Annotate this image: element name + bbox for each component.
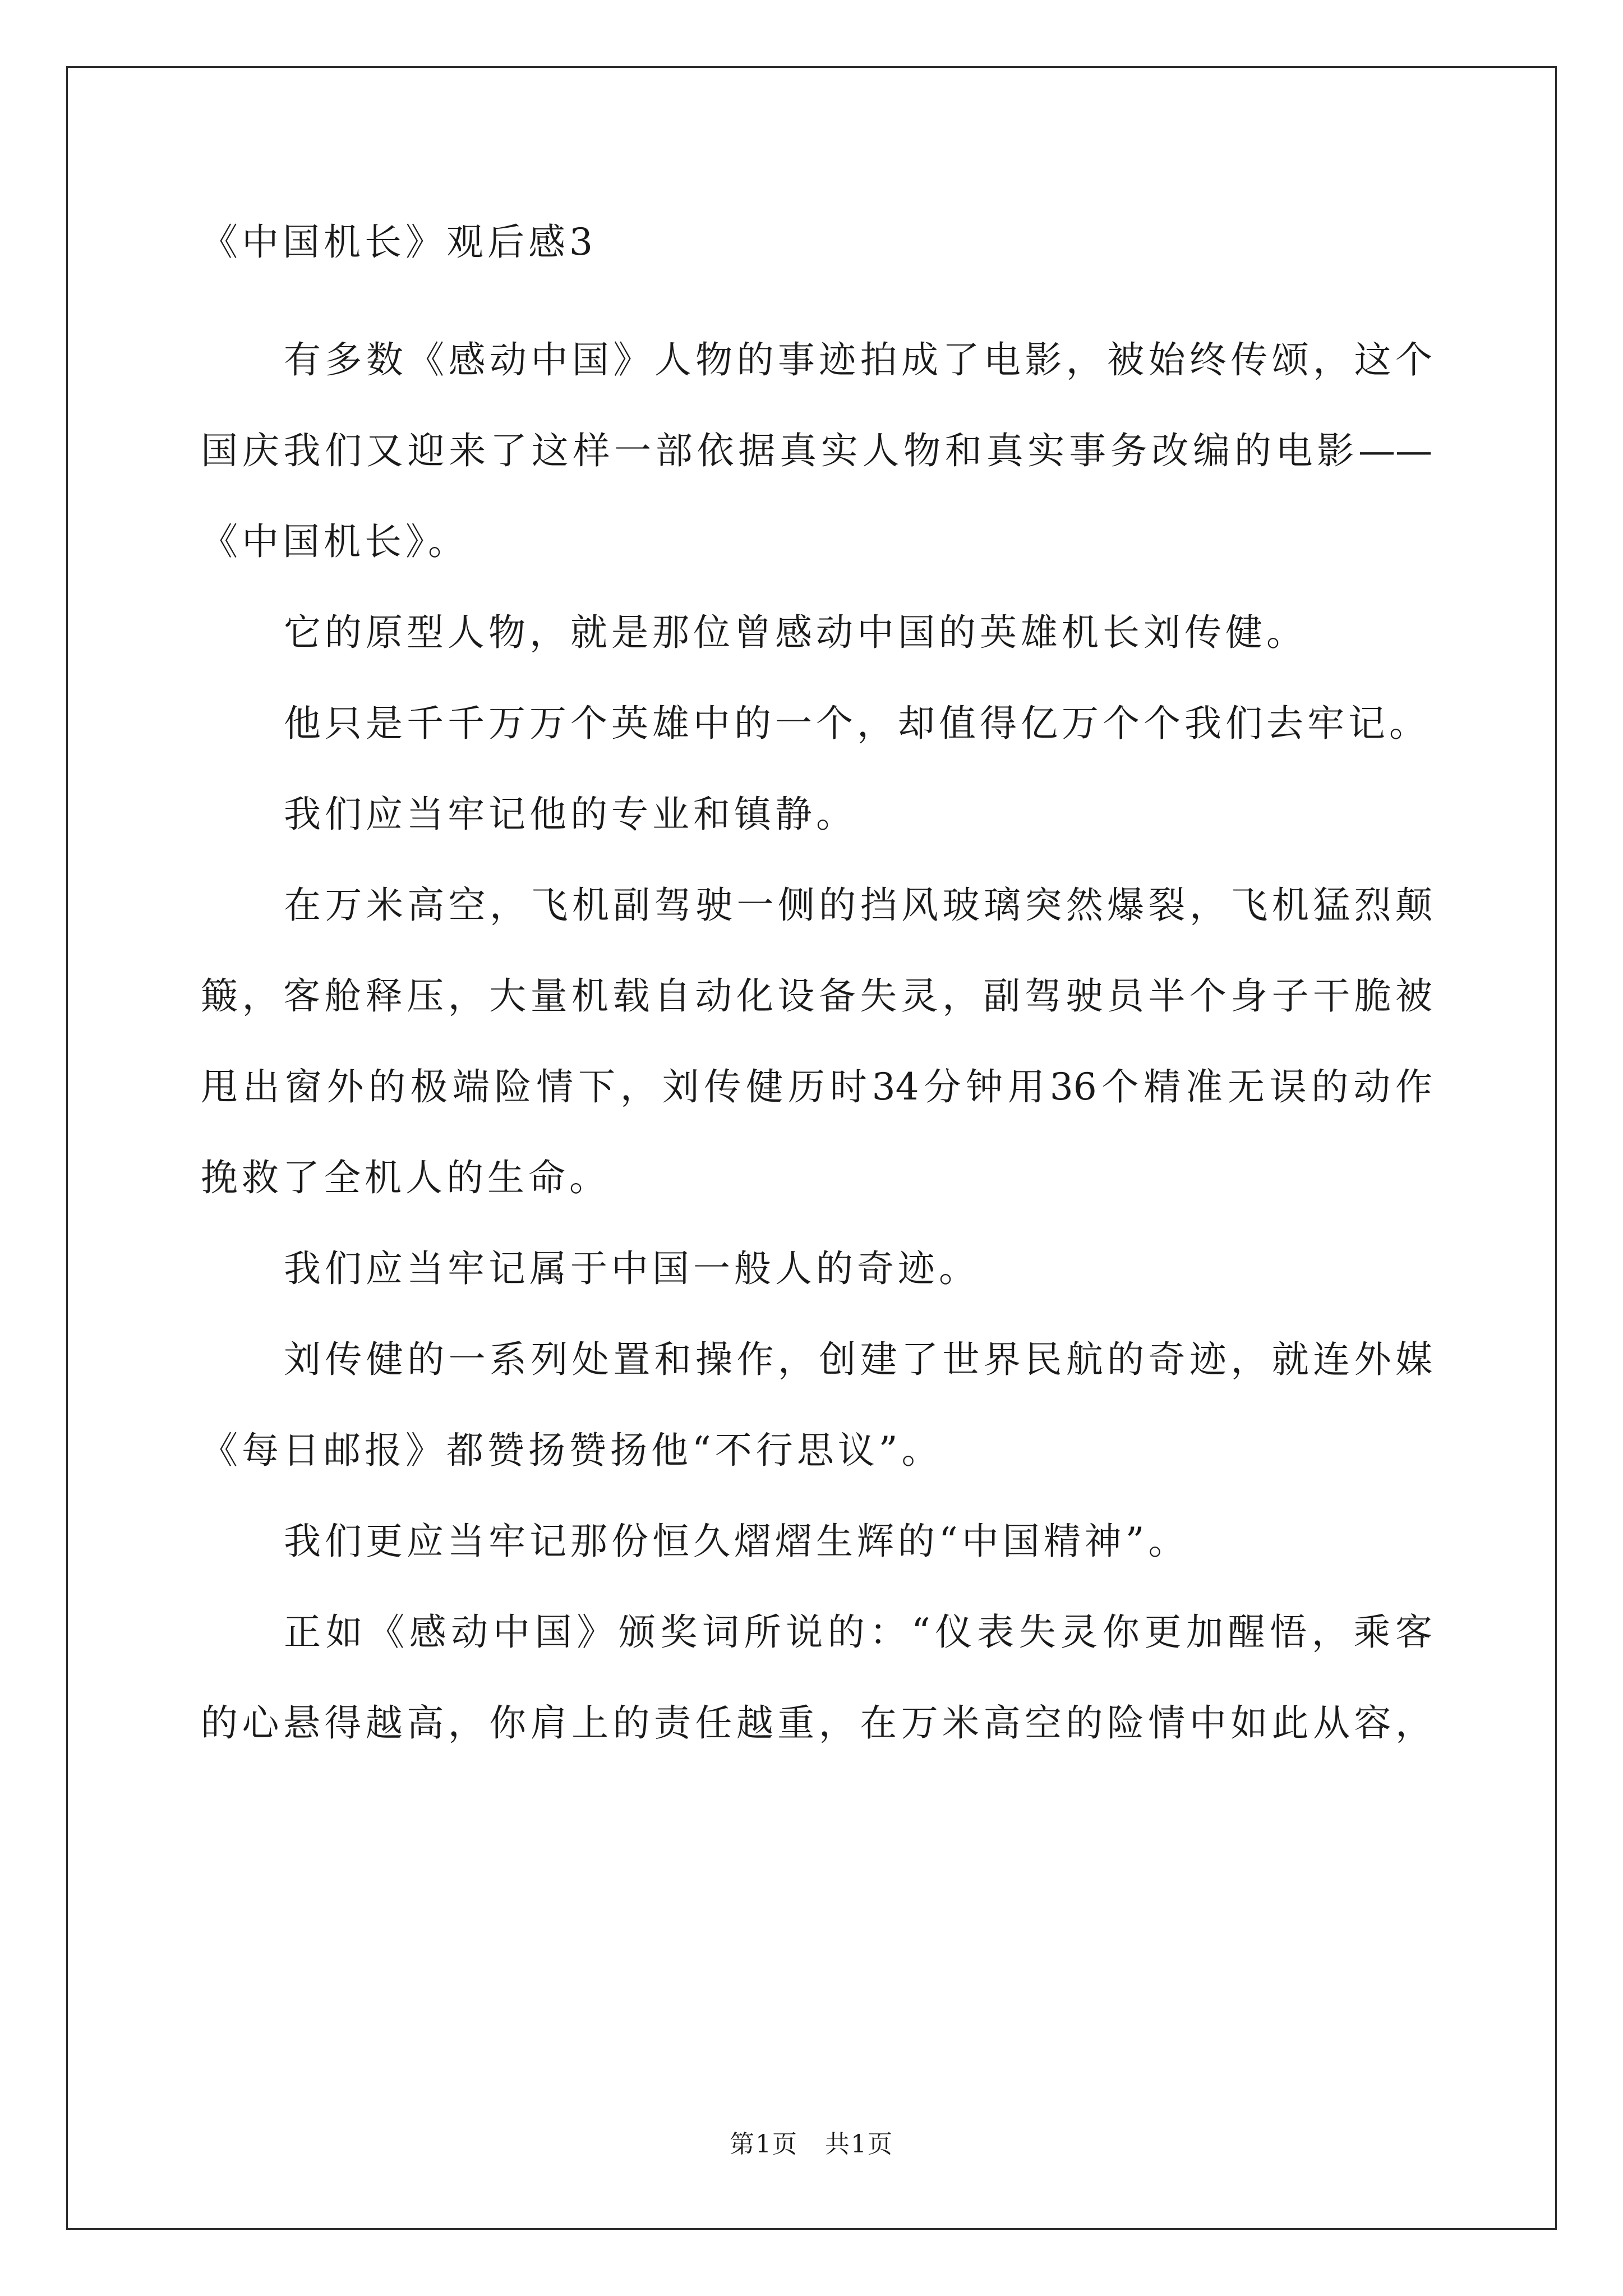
paragraph-line: 我们更应当牢记那份恒久熠熠生辉的“中国精神”。 [284, 1520, 1189, 1563]
paragraph-line: 《每日邮报》都赞扬赞扬他“不行思议”。 [201, 1429, 943, 1472]
paragraph-line: 我们应当牢记属于中国一般人的奇迹。 [284, 1247, 980, 1290]
paragraph-line: 刘传健的一系列处置和操作，创建了世界民航的奇迹，就连外媒 [284, 1338, 1432, 1381]
paragraph-line: 甩出窗外的极端险情下，刘传健历时34分钟用36个精准无误的动作 [201, 1065, 1432, 1108]
paragraph-line: 正如《感动中国》颁奖词所说的：“仪表失灵你更加醒悟，乘客 [284, 1611, 1432, 1654]
paragraph-line: 他只是千千万万个英雄中的一个，却值得亿万个个我们去牢记。 [284, 702, 1430, 745]
paragraph-line: 有多数《感动中国》人物的事迹拍成了电影，被始终传颂，这个 [284, 338, 1432, 381]
paragraph-line: 国庆我们又迎来了这样一部依据真实人物和真实事务改编的电影—— [201, 429, 1432, 472]
paragraph-line: 在万米高空，飞机副驾驶一侧的挡风玻璃突然爆裂，飞机猛烈颠 [284, 884, 1432, 927]
page-border [66, 66, 1557, 2230]
paragraph-line: 《中国机长》。 [201, 520, 469, 563]
paragraph-line: 它的原型人物，就是那位曾感动中国的英雄机长刘传健。 [284, 611, 1307, 654]
page-number-footer: 第1页 共1页 [730, 2130, 893, 2159]
document-title: 《中国机长》观后感3 [201, 220, 597, 264]
paragraph-line: 我们应当牢记他的专业和镇静。 [284, 793, 857, 836]
paragraph-line: 簸，客舱释压，大量机载自动化设备失灵，副驾驶员半个身子干脆被 [201, 974, 1432, 1018]
paragraph-line: 的心悬得越高，你肩上的责任越重，在万米高空的险情中如此从容， [201, 1701, 1432, 1745]
paragraph-line: 挽救了全机人的生命。 [201, 1156, 610, 1199]
